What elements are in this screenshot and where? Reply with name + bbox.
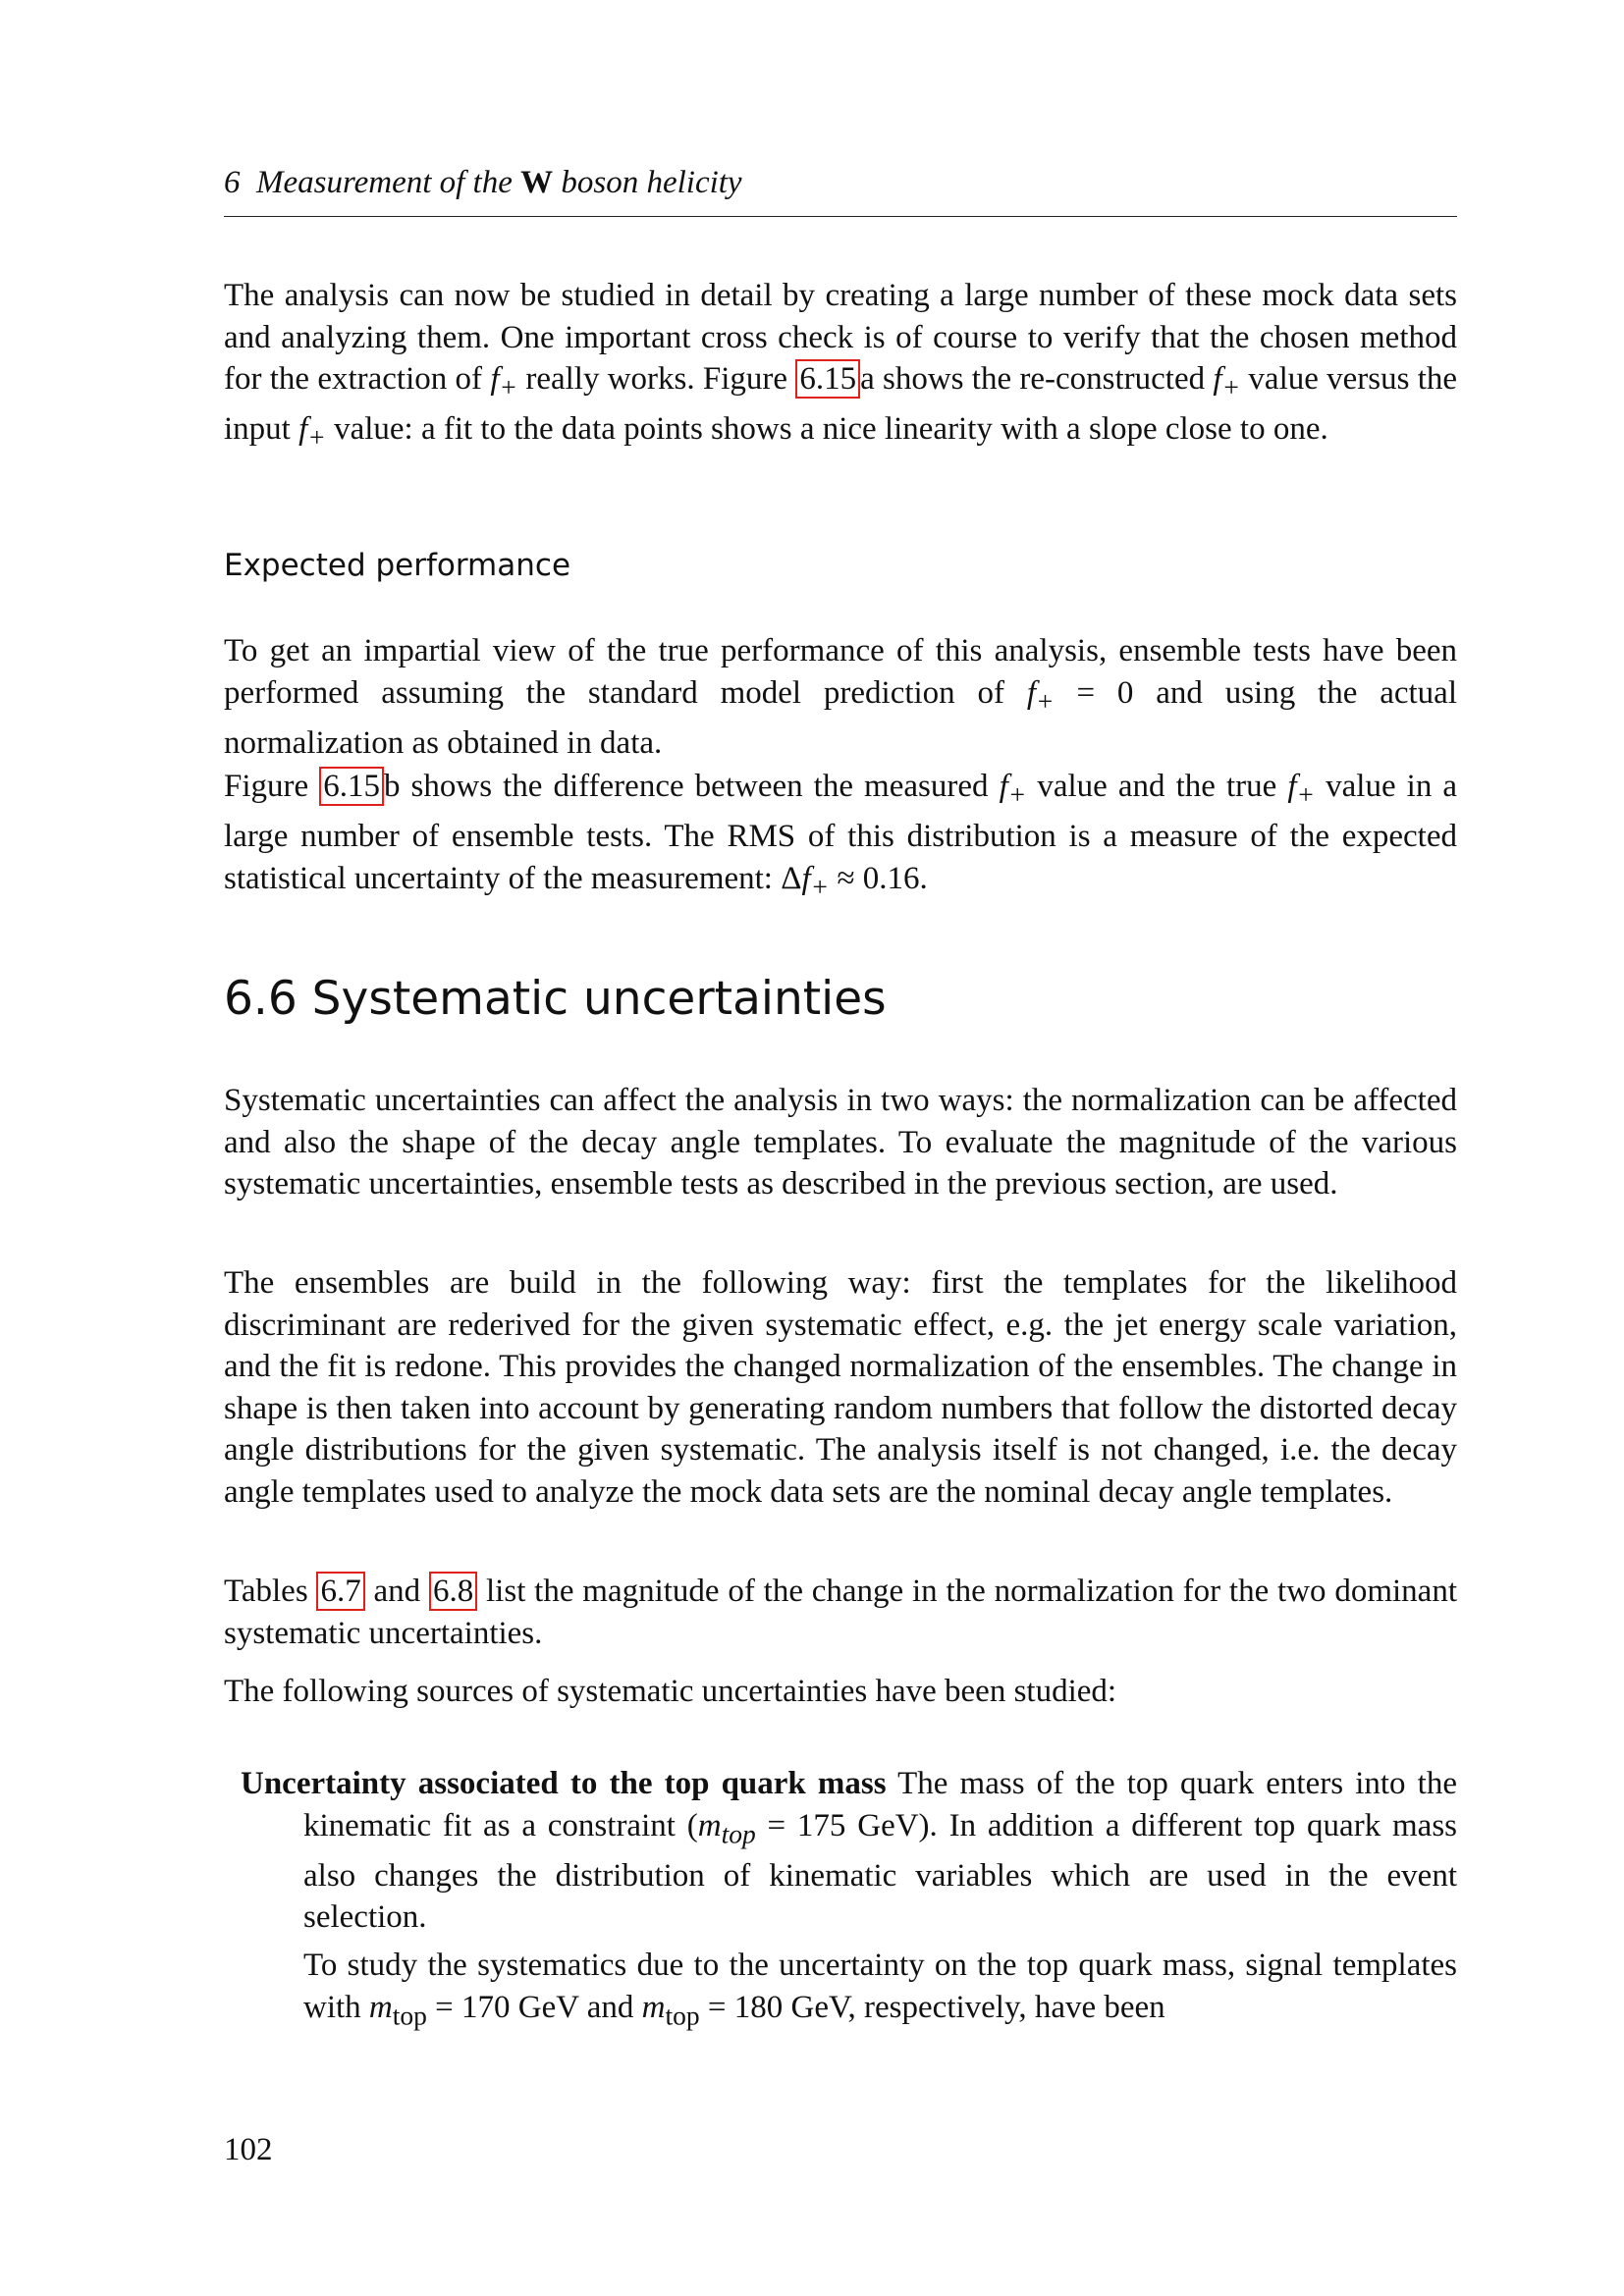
figure-ref-6-15a[interactable]: 6.15 <box>795 359 860 399</box>
figure-ref-6-15b[interactable]: 6.15 <box>319 767 384 806</box>
table-ref-6-8[interactable]: 6.8 <box>429 1572 477 1611</box>
section-heading: 6.6 Systematic uncertainties <box>224 972 887 1026</box>
table-ref-6-7[interactable]: 6.7 <box>316 1572 364 1611</box>
item-term: Uncertainty associated to the top quark mass <box>241 1766 887 1801</box>
expected-paragraph-1: To get an impartial view of the true performance of this analysis, ensemble tests have been performed assuming the standard model prediction of $f_+ = 0$ and using the actual normalization as obtained in data. <box>224 633 1457 761</box>
header-title-bold: W <box>520 165 554 200</box>
top-mass-item: Uncertainty associated to the top quark mass The mass of the top quark enters into the kinematic fit as a constraint ($m_{top} = 175$ GeV). In addition a different top quark mass also changes the distribution of kinematic variables which are used in the event selection. <box>241 1766 1457 1936</box>
intro-paragraph: The analysis can now be studied in detail by creating a large number of these mock data sets and analyzing them. One important cross check is of course to verify that the chosen method for the extraction of $f_+$ really works. Figure 6.15 a shows the re-constructed $f_+$ value versus the input $f_+$ value: a fit to the data points shows a nice linearity with a slope close to one. <box>224 278 1458 453</box>
header-title-pre: Measurement of the <box>256 165 513 200</box>
header-title-post: boson helicity <box>561 165 742 200</box>
page-number: 102 <box>224 2132 273 2167</box>
systematics-paragraph-2: The ensembles are build in the following way: first the templates for the likelihood discriminant are rederived for the given systematic effect, e.g. the jet energy scale variation, and the fit is redone. This provides the changed normalization of the ensembles. The change in shape is then taken into account by generating random numbers that follow the distorted decay angle distributions for the given systematic. The analysis itself is not changed, i.e. the decay angle templates used to analyze the mock data sets are the nominal decay angle templates. <box>224 1265 1457 1510</box>
chapter-number: 6 <box>224 165 241 200</box>
expected-performance-heading: Expected performance <box>224 548 571 583</box>
top-mass-item-paragraph-2: To study the systematics due to the uncertainty on the top quark mass, signal templates with $m_{top} = 170$ GeV and $m_{top} = 180$ GeV, respectively, have been <box>303 1948 1457 2031</box>
expected-paragraph-2: Figure 6.15 b shows the difference between the measured $f_+$ value and the true $f_+$ value in a large number of ensemble tests. The RMS of this distribution is a measure of the expected statistical uncertainty of the measurement: $\Delta f_+ \approx 0.16$. <box>224 769 1458 902</box>
systematics-paragraph-3: Tables 6.7 and 6.8 list the magnitude of the change in the normalization for the two dominant systematic uncertainties. <box>224 1574 1457 1651</box>
systematics-paragraph-4: The following sources of systematic uncertainties have been studied: <box>224 1674 1117 1709</box>
running-header <box>224 165 1457 217</box>
systematics-paragraph-1: Systematic uncertainties can affect the analysis in two ways: the normalization can be affected and also the shape of the decay angle templates. To evaluate the magnitude of the various systematic uncertainties, ensemble tests as described in the previous section, are used. <box>224 1083 1457 1201</box>
